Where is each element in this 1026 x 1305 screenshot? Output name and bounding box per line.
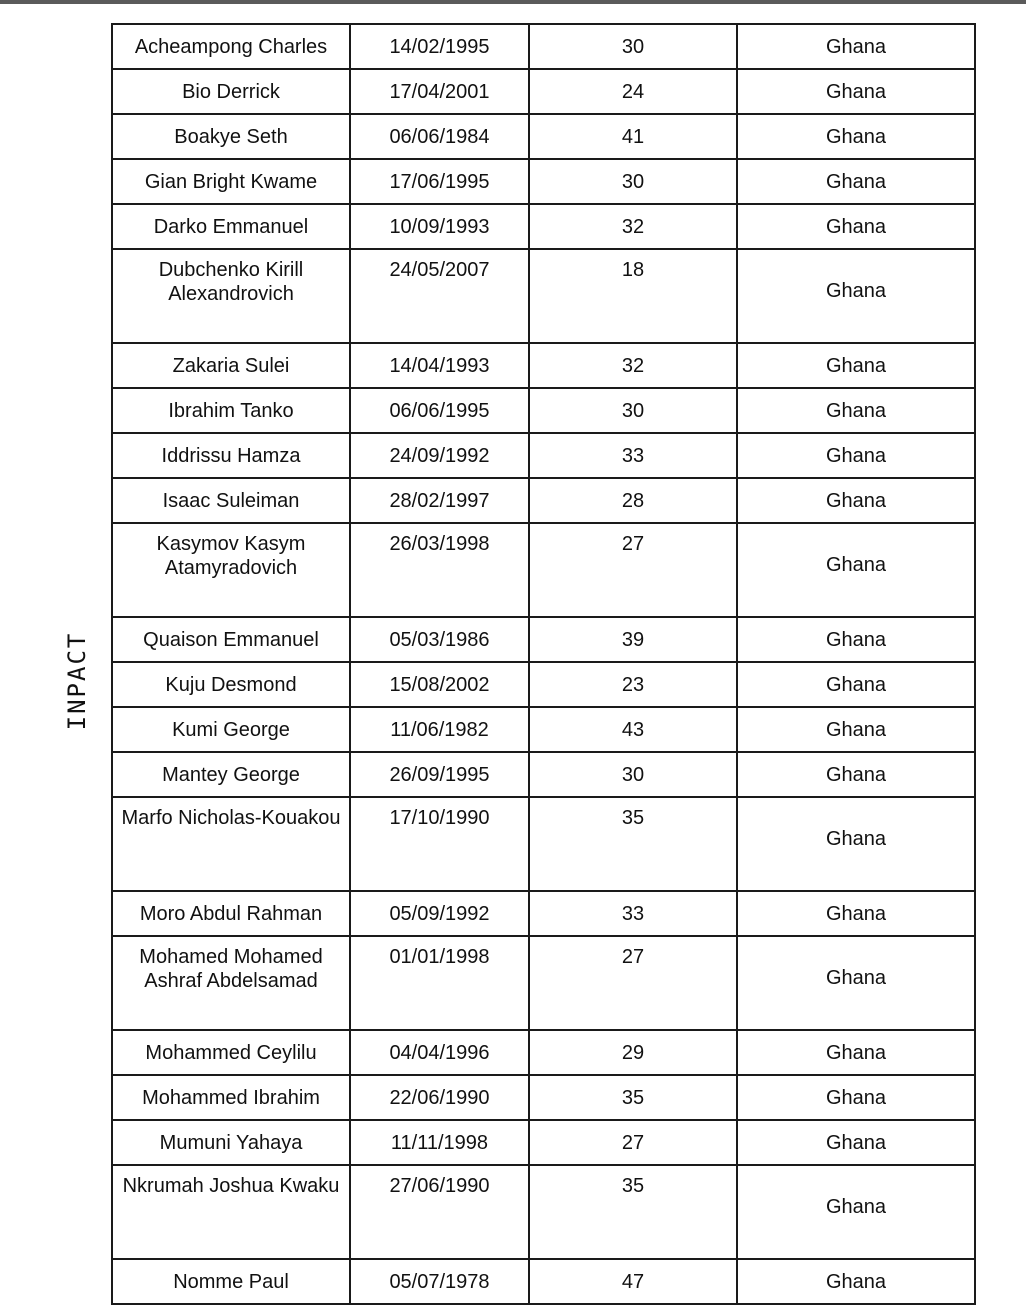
player-name-cell: Nomme Paul (112, 1259, 350, 1304)
table-row (112, 249, 975, 343)
player-name-cell: Ibrahim Tanko (112, 388, 350, 433)
country-cell: Ghana (737, 891, 975, 936)
age-cell: 33 (529, 891, 737, 936)
country-cell: Ghana (737, 114, 975, 159)
birth-date-cell: 27/06/1990 (350, 1165, 529, 1259)
table-row (112, 936, 975, 1030)
table-row (112, 433, 975, 478)
country-cell: Ghana (737, 523, 975, 617)
age-cell: 27 (529, 523, 737, 617)
age-cell: 27 (529, 1120, 737, 1165)
player-table (111, 23, 976, 1305)
age-cell: 24 (529, 69, 737, 114)
table-row (112, 24, 975, 69)
handwritten-stamp (52, 626, 102, 736)
age-cell: 47 (529, 1259, 737, 1304)
table-row (112, 617, 975, 662)
table-row (112, 662, 975, 707)
country-cell: Ghana (737, 1030, 975, 1075)
table-row (112, 707, 975, 752)
player-name-cell: Darko Emmanuel (112, 204, 350, 249)
table-row (112, 478, 975, 523)
age-cell: 32 (529, 204, 737, 249)
birth-date-cell: 14/02/1995 (350, 24, 529, 69)
country-cell: Ghana (737, 69, 975, 114)
table-row (112, 69, 975, 114)
birth-date-cell: 26/09/1995 (350, 752, 529, 797)
player-name-cell: Mantey George (112, 752, 350, 797)
player-list-sheet (111, 23, 974, 1305)
table-row (112, 797, 975, 891)
age-cell: 35 (529, 1165, 737, 1259)
country-cell: Ghana (737, 433, 975, 478)
player-name-cell: Mumuni Yahaya (112, 1120, 350, 1165)
table-row (112, 159, 975, 204)
player-name-cell: Bio Derrick (112, 69, 350, 114)
table-row (112, 114, 975, 159)
table-row (112, 1259, 975, 1304)
country-cell: Ghana (737, 1120, 975, 1165)
player-name-cell: Zakaria Sulei (112, 343, 350, 388)
stamp-text: INPACT (63, 631, 91, 731)
country-cell: Ghana (737, 752, 975, 797)
birth-date-cell: 05/09/1992 (350, 891, 529, 936)
birth-date-cell: 11/11/1998 (350, 1120, 529, 1165)
table-row (112, 523, 975, 617)
birth-date-cell: 14/04/1993 (350, 343, 529, 388)
birth-date-cell: 24/05/2007 (350, 249, 529, 343)
player-name-cell: Kuju Desmond (112, 662, 350, 707)
birth-date-cell: 26/03/1998 (350, 523, 529, 617)
age-cell: 30 (529, 388, 737, 433)
country-cell: Ghana (737, 1259, 975, 1304)
table-row (112, 752, 975, 797)
country-cell: Ghana (737, 343, 975, 388)
birth-date-cell: 15/08/2002 (350, 662, 529, 707)
birth-date-cell: 04/04/1996 (350, 1030, 529, 1075)
age-cell: 43 (529, 707, 737, 752)
birth-date-cell: 22/06/1990 (350, 1075, 529, 1120)
age-cell: 18 (529, 249, 737, 343)
country-cell: Ghana (737, 478, 975, 523)
age-cell: 30 (529, 159, 737, 204)
player-name-cell: Kumi George (112, 707, 350, 752)
player-name-cell: Mohamed Mohamed Ashraf Abdelsamad (112, 936, 350, 1030)
birth-date-cell: 05/07/1978 (350, 1259, 529, 1304)
birth-date-cell: 10/09/1993 (350, 204, 529, 249)
country-cell: Ghana (737, 936, 975, 1030)
age-cell: 33 (529, 433, 737, 478)
top-edge-bar (0, 0, 1026, 4)
player-name-cell: Nkrumah Joshua Kwaku (112, 1165, 350, 1259)
birth-date-cell: 28/02/1997 (350, 478, 529, 523)
player-name-cell: Acheampong Charles (112, 24, 350, 69)
age-cell: 27 (529, 936, 737, 1030)
player-name-cell: Isaac Suleiman (112, 478, 350, 523)
age-cell: 28 (529, 478, 737, 523)
age-cell: 32 (529, 343, 737, 388)
country-cell: Ghana (737, 24, 975, 69)
birth-date-cell: 06/06/1984 (350, 114, 529, 159)
birth-date-cell: 17/06/1995 (350, 159, 529, 204)
age-cell: 35 (529, 1075, 737, 1120)
country-cell: Ghana (737, 1165, 975, 1259)
country-cell: Ghana (737, 388, 975, 433)
age-cell: 30 (529, 24, 737, 69)
table-row (112, 1075, 975, 1120)
birth-date-cell: 05/03/1986 (350, 617, 529, 662)
player-name-cell: Dubchenko Kirill Alexandrovich (112, 249, 350, 343)
player-name-cell: Boakye Seth (112, 114, 350, 159)
age-cell: 30 (529, 752, 737, 797)
table-row (112, 1120, 975, 1165)
player-name-cell: Gian Bright Kwame (112, 159, 350, 204)
birth-date-cell: 06/06/1995 (350, 388, 529, 433)
player-name-cell: Marfo Nicholas-Kouakou (112, 797, 350, 891)
age-cell: 29 (529, 1030, 737, 1075)
table-row (112, 1165, 975, 1259)
age-cell: 41 (529, 114, 737, 159)
birth-date-cell: 01/01/1998 (350, 936, 529, 1030)
country-cell: Ghana (737, 1075, 975, 1120)
table-row (112, 1030, 975, 1075)
country-cell: Ghana (737, 662, 975, 707)
birth-date-cell: 17/10/1990 (350, 797, 529, 891)
birth-date-cell: 11/06/1982 (350, 707, 529, 752)
player-name-cell: Mohammed Ibrahim (112, 1075, 350, 1120)
player-name-cell: Kasymov Kasym Atamyradovich (112, 523, 350, 617)
player-name-cell: Iddrissu Hamza (112, 433, 350, 478)
country-cell: Ghana (737, 159, 975, 204)
birth-date-cell: 24/09/1992 (350, 433, 529, 478)
player-name-cell: Moro Abdul Rahman (112, 891, 350, 936)
age-cell: 39 (529, 617, 737, 662)
country-cell: Ghana (737, 617, 975, 662)
table-row (112, 343, 975, 388)
country-cell: Ghana (737, 204, 975, 249)
age-cell: 23 (529, 662, 737, 707)
table-row (112, 204, 975, 249)
country-cell: Ghana (737, 249, 975, 343)
birth-date-cell: 17/04/2001 (350, 69, 529, 114)
table-row (112, 891, 975, 936)
player-name-cell: Quaison Emmanuel (112, 617, 350, 662)
country-cell: Ghana (737, 707, 975, 752)
age-cell: 35 (529, 797, 737, 891)
table-row (112, 388, 975, 433)
country-cell: Ghana (737, 797, 975, 891)
player-name-cell: Mohammed Ceylilu (112, 1030, 350, 1075)
